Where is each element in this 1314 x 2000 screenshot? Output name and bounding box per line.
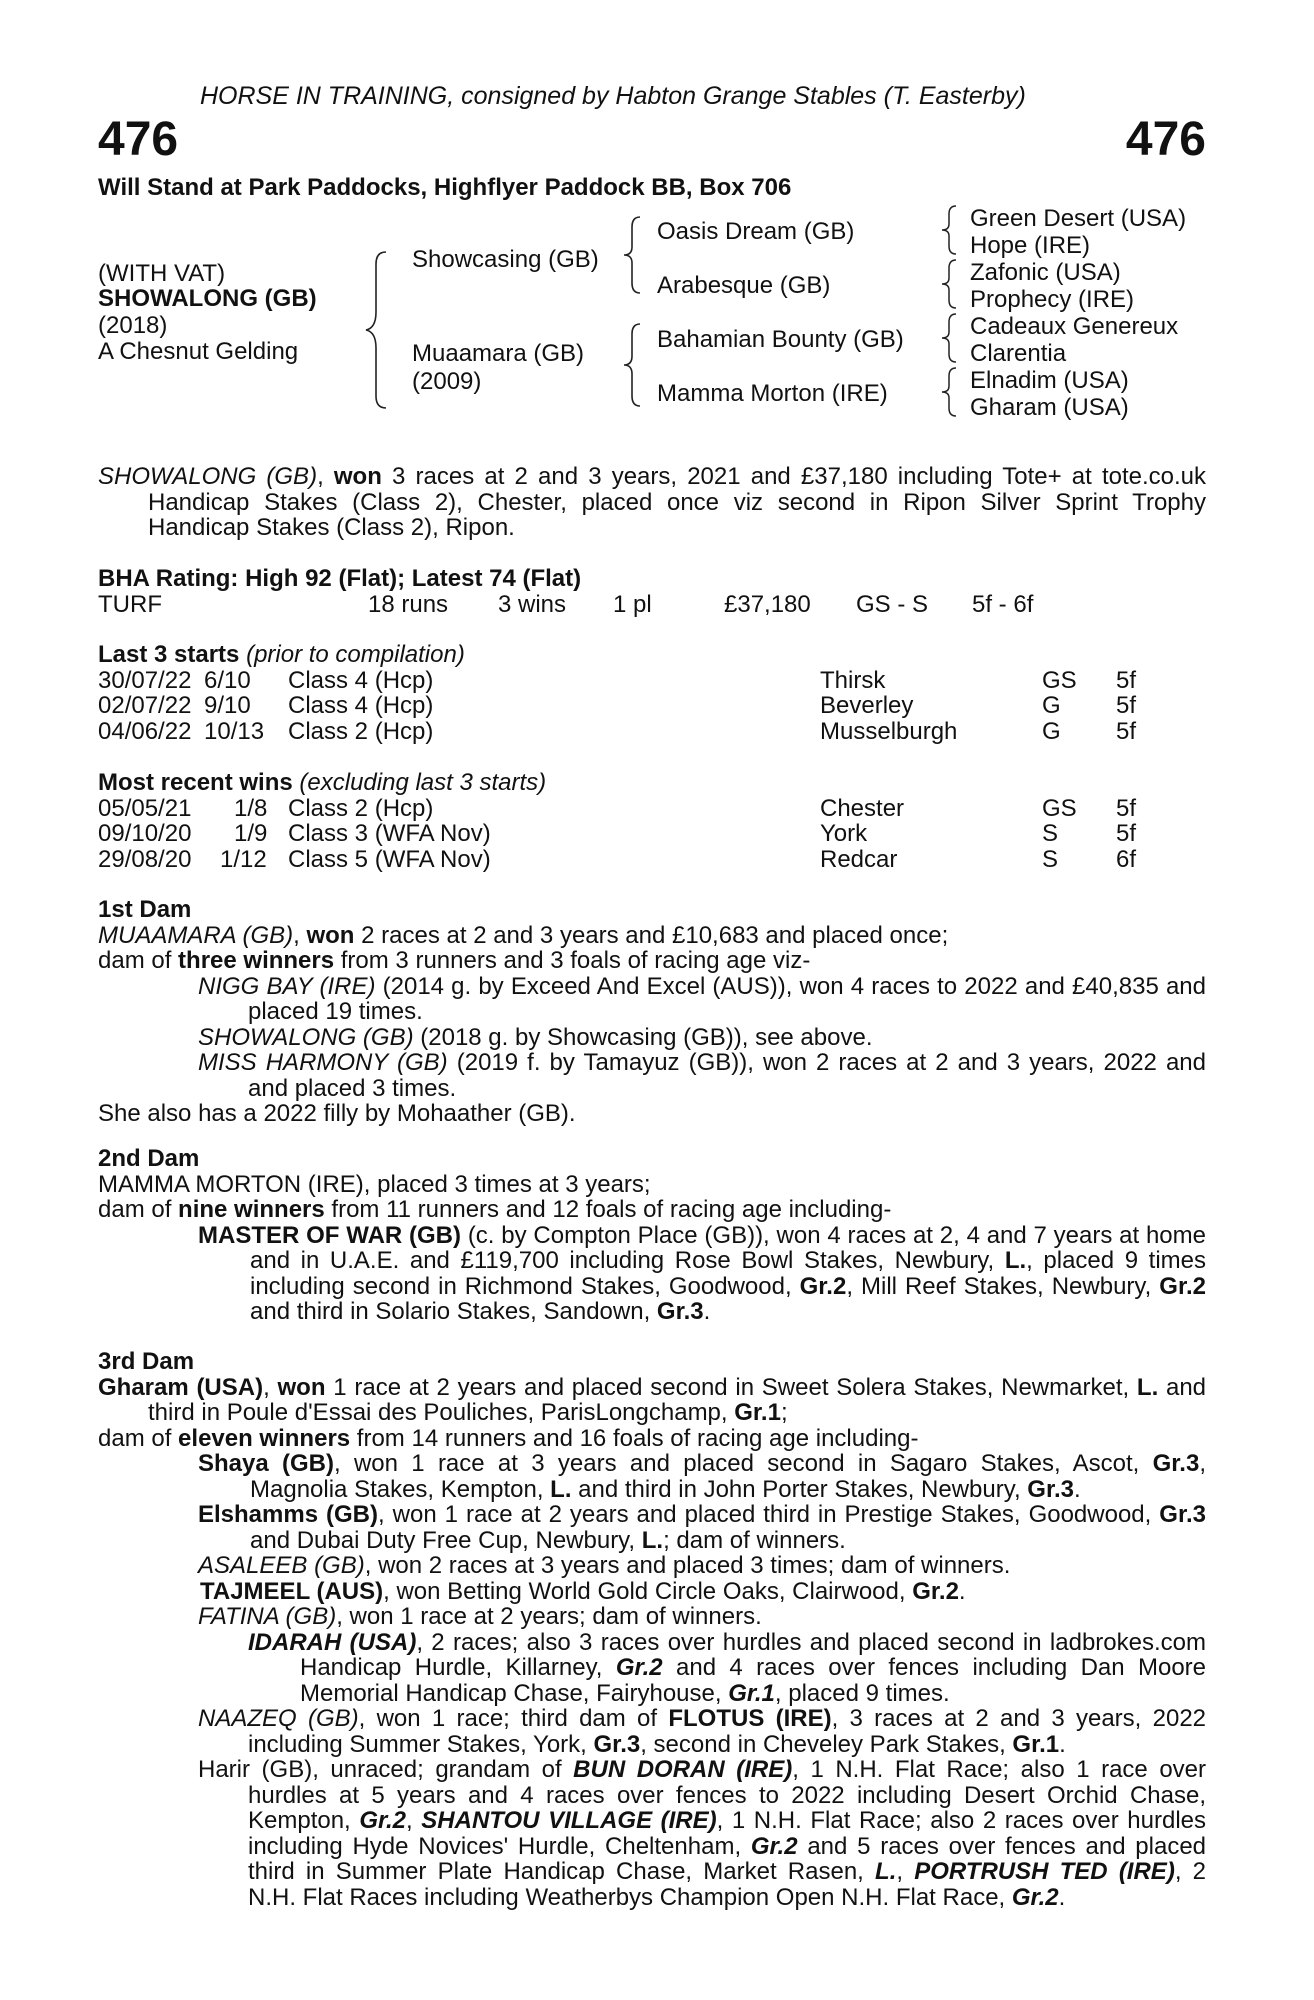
win-date: 09/10/20 [98,820,192,847]
offspring-entry [98,1502,1206,1553]
turf-wins: 3 wins [498,590,567,618]
offspring-entry [98,1706,1206,1757]
group-badge: Gr.3 [1027,1475,1074,1503]
offspring-record: (2019 f. by Tamayuz (GB)), won 2 races at 2 and 3 years, 2022 and and placed 3 times. [248,1049,1206,1102]
horse-name: SHOWALONG (GB) [98,285,317,312]
start-position: 6/10 [204,666,251,694]
offspring-text: and 5 races over fences and placed third in Summer Plate Handicap Chase, Market Rasen, [248,1832,1207,1885]
offspring-name: FATINA (GB) [198,1603,337,1630]
second-dam-title: 2nd Dam [98,1145,200,1172]
offspring-text: , Mill Reef Stakes, Newbury, [846,1272,1152,1300]
gg-6: Clarentia [970,340,1067,367]
win-position: 1/12 [220,845,267,873]
dam-of-label: dam of [98,947,172,974]
offspring-entry [98,1223,1206,1325]
win-class: Class 2 (Hcp) [288,794,434,822]
summary-won: won [333,463,382,490]
win-course: York [820,820,868,847]
offspring-text: , 3 races at 2 and 3 years, 2022 including Summer Stakes, York, [248,1705,1207,1758]
lot-number-left: 476 [98,113,179,166]
offspring-text: , placed 9 times. [774,1679,950,1707]
win-distance: 5f [1116,820,1137,847]
main-brace [364,250,394,410]
win-class: Class 5 (WFA Nov) [288,845,491,873]
start-row [98,719,1206,745]
offspring-record: (2018 g. by Showcasing (GB)), see above. [420,1023,873,1051]
win-course: Chester [820,794,905,822]
offspring-text: , [406,1807,413,1834]
start-class: Class 2 (Hcp) [288,717,434,745]
win-date: 29/08/20 [98,845,192,873]
sire-sire: Oasis Dream (GB) [657,218,855,245]
turf-distance: 5f - 6f [972,590,1034,618]
start-date: 02/07/22 [98,692,192,719]
horse-year: (2018) [98,312,168,339]
group-badge: Gr.2 [359,1807,407,1834]
runners-text: from 11 runners and 12 foals of racing age including- [331,1196,892,1223]
start-date: 30/07/22 [98,666,192,694]
winners-count: eleven winners [178,1424,351,1452]
gg-8: Gharam (USA) [970,394,1129,421]
group-badge: Gr.3 [1152,1450,1200,1477]
start-distance: 5f [1116,717,1137,745]
third-dam-record: Gharam (USA), won 1 race at 2 years and placed second in Sweet Solera Stakes, Newmarket, L. and third in Poule d'Essai des Pouliches, ParisLongchamp, Gr.1; [98,1373,1207,1426]
group-badge: Gr.2 [615,1654,663,1681]
listed-badge: L. [641,1526,664,1554]
offspring-text: (c. by Compton Place (GB)), won 4 races at 2, 4 and 7 years at home and in U.A.E. and £119,700 including Rose Bowl Stakes, Newbury, [250,1221,1206,1274]
offspring-text: . [958,1577,966,1605]
win-going: S [1042,845,1059,873]
turf-earnings: £37,180 [724,590,811,618]
won-label: won [306,921,355,949]
start-distance: 5f [1116,666,1137,694]
recent-title: Most recent wins [98,769,293,796]
win-class: Class 3 (WFA Nov) [288,820,491,847]
win-position: 1/9 [234,820,268,847]
gg-4: Prophecy (IRE) [970,286,1135,313]
offspring-name: FLOTUS (IRE) [668,1705,832,1732]
record-text: ; [780,1399,788,1426]
winners-count: nine winners [178,1196,325,1223]
offspring-entry [98,1604,1206,1630]
first-dam-title: 1st Dam [98,896,192,923]
offspring-text: , 1 N.H. Flat Race; also 1 race over hurdles at 5 years and 4 races over fences to 2022 including Desert Orchid Chase, Kempton, [248,1756,1207,1834]
group-badge: Gr.3 [1159,1501,1206,1528]
summary-text: 3 races at 2 and 3 years, 2021 and £37,180 including Tote+ at tote.co.uk Handicap Stakes (Class 2), Chester, placed once viz second in Ripon Silver Sprint Trophy Handicap Stakes (Class 2), Ripon. [148,463,1206,541]
turf-surface: TURF [98,590,162,618]
runners-text: from 14 runners and 16 foals of racing age including- [356,1424,919,1452]
win-course: Redcar [820,845,898,873]
listed-badge: L. [550,1475,572,1503]
dam-of-label: dam of [98,1196,172,1223]
offspring-text: , won 1 race at 2 years and placed third in Prestige Stakes, Goodwood, [378,1501,1152,1528]
recent-wins-section [98,770,1206,872]
win-row [98,796,1206,822]
group-badge: Gr.1 [728,1679,775,1707]
win-row [98,847,1206,873]
group-badge: Gr.1 [734,1399,781,1426]
win-position: 1/8 [234,794,268,822]
start-going: G [1042,717,1061,745]
dam-brace [622,322,646,408]
start-row [98,668,1206,694]
vat-label: (WITH VAT) [98,260,226,287]
offspring-text: , [896,1858,904,1885]
first-dam-footnote: She also has a 2022 filly by Mohaather (GB). [98,1100,576,1127]
sire-dam: Arabesque (GB) [657,272,831,299]
gg-7: Elnadim (USA) [970,367,1129,394]
offspring-name: PORTRUSH TED (IRE) [914,1858,1175,1885]
offspring-name: Shaya (GB) [198,1450,334,1477]
dam-of-label: dam of [98,1424,172,1452]
sire-brace [622,215,646,295]
third-dam-section [98,1349,1206,1910]
consignor-header: HORSE IN TRAINING, consigned by Habton Grange Stables (T. Easterby) [200,82,1026,110]
offspring-text: , second in Cheveley Park Stakes, [640,1730,1006,1758]
offspring-text: , won 1 race at 3 years and placed second in Sagaro Stakes, Ascot, [334,1450,1140,1477]
bha-title: BHA Rating: High 92 (Flat); Latest 74 (Flat) [98,565,582,592]
start-course: Thirsk [820,666,886,694]
start-course: Beverley [820,692,914,719]
offspring-text: and third in Solario Stakes, Sandown, [250,1298,651,1325]
start-position: 10/13 [204,717,265,745]
offspring-text: and 4 races over fences including Dan Moore Memorial Handicap Chase, Fairyhouse, [300,1654,1207,1707]
win-date: 05/05/21 [98,794,192,822]
gg-3: Zafonic (USA) [970,259,1121,286]
first-dam-record: 2 races at 2 and 3 years and £10,683 and placed once; [361,921,949,949]
gg-5: Cadeaux Genereux [970,313,1179,340]
start-class: Class 4 (Hcp) [288,692,434,719]
win-distance: 5f [1116,794,1137,822]
offspring-name: TAJMEEL (AUS) [200,1577,384,1605]
start-date: 04/06/22 [98,717,192,745]
win-distance: 6f [1116,845,1137,873]
listed-badge: L. [1004,1247,1027,1274]
first-dam-name: MUAAMARA (GB) [98,921,294,949]
group-badge: Gr.3 [656,1298,704,1325]
offspring-name: SHANTOU VILLAGE (IRE) [421,1807,717,1834]
dam-year: (2009) [412,368,482,395]
offspring-entry [98,1579,1206,1605]
offspring-name: NIGG BAY (IRE) [198,972,376,1000]
dam: Muaamara (GB) [412,340,585,367]
offspring-text: , placed 9 times including second in Richmond Stakes, Goodwood, [250,1247,1207,1300]
g-brace-4 [940,366,962,418]
offspring-text: Harir (GB), unraced; grandam of [198,1756,562,1783]
offspring-text: ; dam of winners. [663,1526,846,1554]
third-dam-title: 3rd Dam [98,1348,195,1375]
listed-badge: L. [1136,1373,1159,1401]
start-position: 9/10 [204,692,251,719]
offspring-name: IDARAH (USA) [248,1628,417,1656]
last-3-starts-section [98,642,1206,744]
won-label: won [277,1373,326,1401]
start-distance: 5f [1116,692,1137,719]
winners-count: three winners [178,947,335,974]
offspring-name: MASTER OF WAR (GB) [198,1221,462,1249]
offspring-text: , 1 N.H. Flat Race; also 2 races over hurdles including Hyde Novices' Hurdle, Cheltenham, [248,1807,1206,1860]
offspring-name: SHOWALONG (GB) [198,1023,414,1051]
offspring-entry [148,1630,1206,1707]
start-class: Class 4 (Hcp) [288,666,434,694]
last3-note: (prior to compilation) [246,641,465,668]
offspring-name: Elshamms (GB) [198,1501,379,1528]
g-brace-3 [940,312,962,364]
offspring-text: , won 2 races at 3 years and placed 3 times; dam of winners. [364,1552,1011,1579]
start-row [98,693,1206,719]
win-row [98,821,1206,847]
listed-badge: L. [875,1858,897,1885]
third-dam-name: Gharam (USA) [98,1373,264,1401]
runners-text: from 3 runners and 3 foals of racing age viz- [340,947,811,974]
offspring-text: . [1074,1475,1081,1503]
offspring-text: . [1059,1730,1066,1758]
start-course: Musselburgh [820,717,958,745]
offspring-text: . [703,1298,711,1325]
dam-sire: Bahamian Bounty (GB) [657,326,904,353]
stand-location: Will Stand at Park Paddocks, Highflyer Paddock BB, Box 706 [98,174,792,201]
group-badge: Gr.2 [1011,1883,1059,1911]
turf-record [98,592,1206,618]
offspring-name: MISS HARMONY (GB) [198,1049,448,1076]
offspring-text: , Magnolia Stakes, Kempton, [250,1450,1206,1503]
g-brace-2 [940,258,962,310]
turf-going: GS - S [856,590,929,618]
gg-1: Green Desert (USA) [970,205,1187,232]
last3-title: Last 3 starts [98,641,240,668]
offspring-text: and third in John Porter Stakes, Newbury, [578,1475,1021,1503]
offspring-text: , 2 N.H. Flat Races including Weatherbys Champion Open N.H. Flat Race, [248,1858,1207,1911]
offspring-entry [98,1757,1206,1910]
offspring-entry [98,1451,1206,1502]
recent-note: (excluding last 3 starts) [299,769,547,796]
offspring-text: . [1058,1883,1066,1911]
offspring-name: NAAZEQ (GB) [198,1705,359,1732]
lot-number-right: 476 [1125,113,1206,166]
bha-rating-section [98,566,1206,617]
group-badge: Gr.2 [912,1577,959,1605]
gg-2: Hope (IRE) [970,232,1091,259]
turf-runs: 18 runs [368,590,449,618]
race-summary: SHOWALONG (GB), won 3 races at 2 and 3 years, 2021 and £37,180 including Tote+ at tote.co.uk Handicap Stakes (Class 2), Chester, placed once viz second in Ripon Silver Sprint Trophy Handicap Stakes (Class 2), Ripon. [98,463,1206,541]
group-badge: Gr.3 [593,1730,641,1758]
sire: Showcasing (GB) [412,246,599,273]
offspring-text: , won 1 race at 2 years; dam of winners. [336,1603,762,1630]
start-going: GS [1042,666,1077,694]
group-badge: Gr.1 [1012,1730,1060,1758]
second-dam-section [98,1146,1206,1325]
first-dam-section: 1st Dam MUAAMARA (GB), won 2 races at 2 and 3 years and £10,683 and placed once; dam of three winners from 3 runners and 3 foals of racing age viz- NIGG BAY (IRE) (2014 g. by Exceed And Excel (AUS)), won 4 races to 2022 and £40,835 and placed 19 times. SHOWALONG (GB) (2018 g. by Showcasing (GB)), see above. MISS HARMONY (GB) (2019 f. by Tamayuz (GB)), won 2 races at 2 and 3 years, 2022 and and placed 3 times. She also has a 2022 filly by Mohaather (GB). [98,896,1206,1127]
dam-dam: Mamma Morton (IRE) [657,380,888,407]
summary-name: SHOWALONG (GB) [98,463,318,490]
offspring-text: , won Betting World Gold Circle Oaks, Clairwood, [383,1577,906,1605]
offspring-text: and Dubai Duty Free Cup, Newbury, [250,1526,636,1554]
win-going: GS [1042,794,1077,822]
g-brace-1 [940,204,962,256]
horse-description: A Chesnut Gelding [98,338,299,365]
offspring-record: (2014 g. by Exceed And Excel (AUS)), won 4 races to 2022 and £40,835 and placed 19 times. [248,972,1206,1025]
group-badge: Gr.2 [1159,1272,1206,1300]
group-badge: Gr.2 [750,1832,798,1860]
offspring-name: BUN DORAN (IRE) [573,1756,793,1783]
offspring-text: , won 1 race; third dam of [358,1705,658,1732]
offspring-entry [98,1553,1206,1579]
group-badge: Gr.2 [799,1272,847,1300]
record-text: and third in Poule d'Essai des Pouliches, ParisLongchamp, [148,1373,1207,1426]
offspring-text: , 2 races; also 3 races over hurdles and placed second in ladbrokes.com Handicap Hurdle, Killarney, [300,1628,1206,1681]
offspring-name: ASALEEB (GB) [198,1552,365,1579]
start-going: G [1042,692,1061,719]
win-going: S [1042,820,1059,847]
record-text: 1 race at 2 years and placed second in Sweet Solera Stakes, Newmarket, [333,1373,1130,1401]
second-dam-record: MAMMA MORTON (IRE), placed 3 times at 3 years; [98,1170,651,1198]
turf-placed: 1 pl [613,590,652,618]
